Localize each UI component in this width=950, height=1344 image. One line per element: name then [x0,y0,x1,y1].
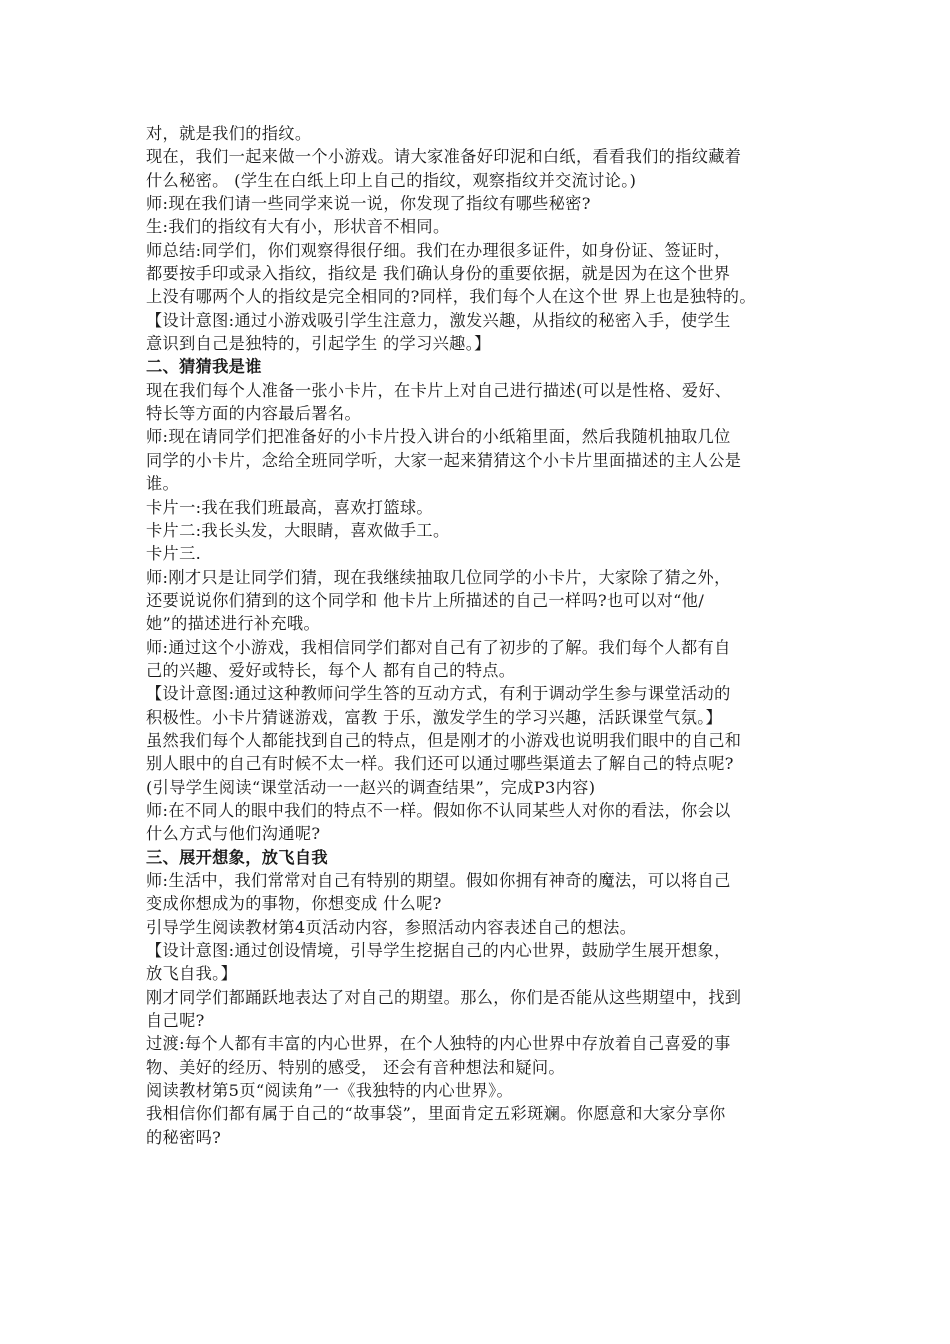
text-line: 对，就是我们的指纹。 [146,124,312,143]
text-line: 师:现在请同学们把准备好的小卡片投入讲台的小纸箱里面，然后我随机抽取几位 [146,427,731,447]
text-line: 现在，我们一起来做一个小游戏。请大家准备好印泥和白纸，看看我们的指纹藏着 [146,147,742,167]
section-heading: 三、展开想象，放飞自我 [146,847,328,867]
text-line: 卡片二:我长头发，大眼睛，喜欢做手工。 [146,520,450,540]
text-line: 别人眼中的自己有时候不太一样。我们还可以通过哪些渠道去了解自己的特点呢? [146,754,734,774]
text-line: 刚才同学们都踊跃地表达了对自己的期望。那么，你们是否能从这些期望中，找到 [146,987,742,1007]
text-line: 卡片一:我在我们班最高，喜欢打篮球。 [146,497,433,517]
text-line: 师:刚才只是让同学们猜，现在我继续抽取几位同学的小卡片，大家除了猜之外， [146,567,731,587]
text-line: 【设计意图:通过小游戏吸引学生注意力，激发兴趣，从指纹的秘密入手，使学生 [146,310,731,330]
text-line: 师:现在我们请一些同学来说一说，你发现了指纹有哪些秘密? [146,194,591,214]
text-line: 自己呢? [146,1011,205,1031]
text-line: 还要说说你们猜到的这个同学和 他卡片上所描述的自己一样吗?也可以对“他/ [146,590,705,610]
text-line: 物、美好的经历、特别的感受， 还会有音种想法和疑问。 [146,1057,565,1077]
text-line: 变成你想成为的事物，你想变成 什么呢? [146,894,442,914]
text-line: 上没有哪两个人的指纹是完全相同的?同样，我们每个人在这个世 界上也是独特的。 [146,287,756,307]
text-line: 什么方式与他们沟通呢? [146,824,321,844]
text-line: 阅读教材第5页“阅读角”一《我独特的内心世界》。 [146,1081,514,1101]
text-line: 师:通过这个小游戏，我相信同学们都对自己有了初步的了解。我们每个人都有自 [146,637,731,657]
text-line: 特长等方面的内容最后署名。 [146,404,361,424]
text-line: (引导学生阅读“课堂活动一一赵兴的调查结果”，完成P3内容) [146,777,596,797]
document-body [146,122,826,1149]
text-line: 虽然我们每个人都能找到自己的特点，但是刚才的小游戏也说明我们眼中的自己和 [146,730,742,750]
text-line: 的秘密吗? [146,1127,222,1147]
text-line: 【设计意图:通过创设情境，引导学生挖据自己的内心世界，鼓励学生展开想象， [146,941,731,961]
text-line: 都要按手印或录入指纹，指纹是 我们确认身份的重要依据，就是因为在这个世界 [146,264,731,284]
text-line: 卡片三. [146,544,202,564]
text-line: 现在我们每个人准备一张小卡片，在卡片上对自己进行描述(可以是性格、爱好、 [146,380,732,400]
text-line: 谁。 [146,474,180,494]
section-heading: 二、猜猜我是谁 [146,357,262,377]
text-line: 师总结:同学们，你们观察得很仔细。我们在办理很多证件，如身份证、签证时， [146,240,731,260]
text-line: 【设计意图:通过这种教师问学生答的互动方式，有利于调动学生参与课堂活动的 [146,684,731,704]
text-line: 师:生活中，我们常常对自己有特别的期望。假如你拥有神奇的魔法，可以将自己 [146,871,731,890]
text-line: 生:我们的指纹有大有小，形状音不相同。 [146,217,450,237]
text-line: 放飞自我。】 [146,964,238,984]
text-line: 己的兴趣、爱好或特长，每个人 都有自己的特点。 [146,660,516,680]
text-line: 师:在不同人的眼中我们的特点不一样。假如你不认同某些人对你的看法，你会以 [146,800,731,820]
text-line: 积极性。小卡片猜谜游戏，富教 于乐，激发学生的学习兴趣，活跃课堂气氛。】 [146,707,723,727]
text-line: 引导学生阅读教材第4页活动内容，参照活动内容表述自己的想法。 [146,917,637,937]
text-line: 什么秘密。 (学生在白纸上印上自己的指纹，观察指纹并交流讨论。) [146,170,637,190]
text-line: 意识到自己是独特的，引起学生 的学习兴趣。】 [146,334,491,354]
text-line: 她”的描述进行补充哦。 [146,614,320,634]
text-line: 同学的小卡片，念给全班同学听，大家一起来猜猜这个小卡片里面描述的主人公是 [146,450,742,470]
text-line: 过渡:每个人都有丰富的内心世界，在个人独特的内心世界中存放着自己喜爱的事 [146,1034,731,1054]
text-line: 我相信你们都有属于自己的“故事袋”，里面肯定五彩斑斓。你愿意和大家分享你 [146,1104,726,1124]
